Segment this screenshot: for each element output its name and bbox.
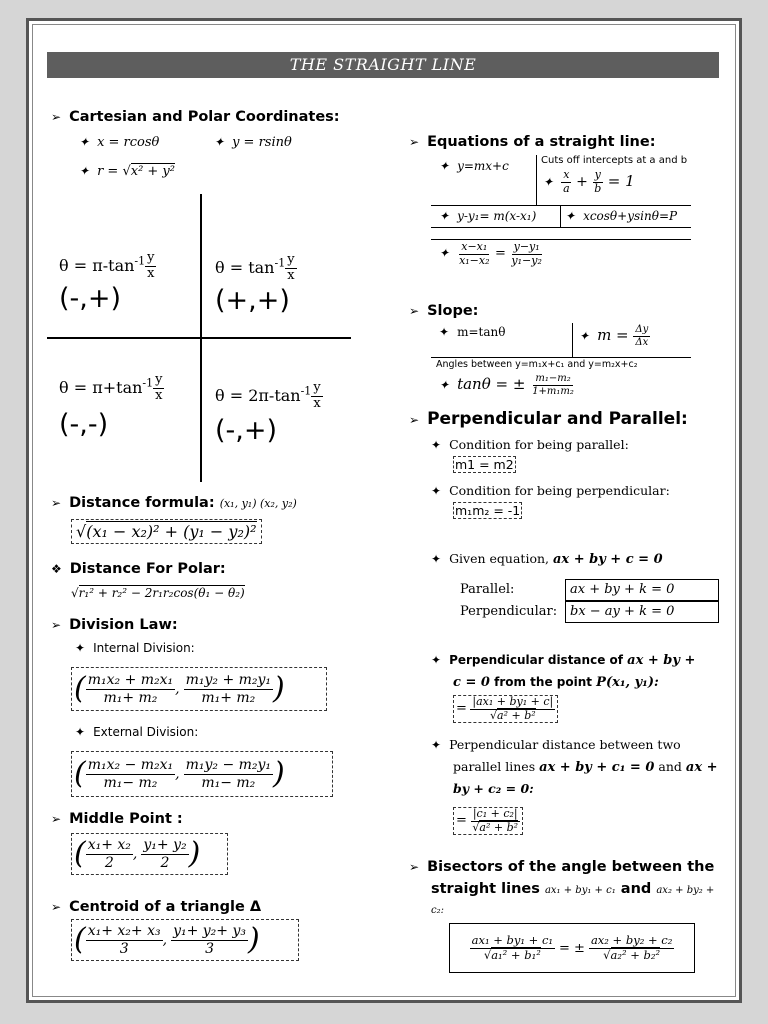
intercept-form: ✦ $\frac{x}{a}$ + $\frac{y}{b}$ = 1 bbox=[543, 168, 635, 195]
bisectors-c2: c₂: bbox=[431, 905, 444, 916]
perp-distance-text-2: c = 0 from the point P(x₁, y₁): bbox=[453, 675, 659, 690]
eq-divider-3 bbox=[560, 205, 561, 227]
heading-perp-parallel: ➢ Perpendicular and Parallel: bbox=[409, 409, 688, 429]
cond-perp-label: ✦ Condition for being perpendicular: bbox=[431, 483, 670, 498]
normal-form: ✦ xcosθ+ysinθ=P bbox=[565, 209, 678, 223]
perp-label: Perpendicular: bbox=[460, 604, 558, 619]
eq-divider-1 bbox=[536, 155, 537, 205]
parallel-distance-text-1: ✦ Perpendicular distance between two bbox=[431, 737, 681, 752]
formula-y: ✦ y = rsinθ bbox=[214, 135, 292, 150]
heading-bisectors-1: ➢ Bisectors of the angle between the bbox=[409, 859, 715, 875]
internal-division-formula: ( $\frac{\text{m₁x₂ + m₂x₁}}{\text{m₁+ m₂}}$ , $\frac{\text{m₁y₂ + m₂y₁}}{\text{m₁+ m₂}}$ ) bbox=[71, 667, 327, 711]
heading-bisectors-2: straight lines ax₁ + by₁ + c₁ and ax₂ + by₂ + bbox=[431, 881, 715, 897]
slope-divider-2 bbox=[431, 357, 691, 358]
eq-divider-2 bbox=[431, 205, 691, 206]
point-slope-form: ✦ y-y₁= m(x-x₁) bbox=[439, 209, 537, 223]
formula-x: ✦ x = rcosθ bbox=[79, 135, 160, 150]
internal-division-label: ✦ Internal Division: bbox=[75, 641, 195, 655]
angles-note: Angles between y=m₁x+c₁ and y=m₂x+c₂ bbox=[436, 359, 638, 370]
perp-distance-formula: = $\frac{\text{|ax₁ + by₁ + c|}}{\text{√a² + b²}}$ bbox=[453, 695, 558, 723]
quadrant-1-sign: (+,+) bbox=[215, 285, 290, 316]
formula-r: ✦ r = √x² + y² bbox=[79, 164, 175, 179]
parallel-label: Parallel: bbox=[460, 582, 515, 597]
middle-point-formula: ( $\frac{\text{x₁+ x₂}}{2}$ , $\frac{\text{y₁+ y₂}}{2}$ ) bbox=[71, 833, 228, 875]
parallel-form: ax + by + k = 0 bbox=[565, 579, 719, 601]
quadrant-2-formula: $\theta = \pi-\tan^{-1}$ $\frac{y}{x}$ bbox=[59, 250, 155, 281]
centroid-formula: ( $\frac{\text{x₁+ x₂+ x₃}}{3}$ , $\frac{\text{y₁+ y₂+ y₃}}{3}$ ) bbox=[71, 919, 299, 961]
bisector-formula: $\frac{\text{ax₁ + by₁ + c₁}}{\text{√a₁² + b₁²}}$ = ± $\frac{\text{ax₂ + by₂ + c₂}}{\text{√a₂² + b₂²}}$ bbox=[449, 923, 695, 973]
perp-condition: m₁m₂ = -1 bbox=[455, 503, 521, 518]
tan-theta-formula: ✦ tanθ = ± $\frac{\text{m₁−m₂}}{\text{1+m₁m₂}}$ bbox=[439, 373, 574, 397]
eq-divider-4 bbox=[431, 227, 691, 228]
perp-distance-text-1: ✦ Perpendicular distance of ax + by + bbox=[431, 653, 696, 668]
quadrant-3-formula: $\theta = \pi+\tan^{-1}$ $\frac{y}{x}$ bbox=[59, 372, 163, 403]
document-page bbox=[26, 18, 742, 1003]
polar-distance-formula: √r₁² + r₂² − 2r₁r₂cos(θ₁ − θ₂) bbox=[71, 586, 245, 600]
quadrant-3-sign: (-,-) bbox=[59, 409, 109, 440]
m-equals-tan: ✦ m=tanθ bbox=[439, 325, 506, 339]
quadrant-4-formula: $\theta = 2\pi-\tan^{-1}$ $\frac{y}{x}$ bbox=[215, 380, 321, 411]
parallel-distance-text-2: parallel lines ax + by + c₁ = 0 and ax + bbox=[453, 759, 718, 775]
slope-intercept-form: ✦ y=mx+c bbox=[439, 159, 509, 173]
quadrant-2-sign: (-,+) bbox=[59, 283, 122, 314]
heading-division: ➢ Division Law: bbox=[51, 617, 178, 633]
m-equals-delta: ✦ m = $\frac{\Delta y}{\Delta x}$ bbox=[579, 324, 649, 348]
external-division-label: ✦ External Division: bbox=[75, 725, 199, 739]
external-division-formula: ( $\frac{\text{m₁x₂ − m₂x₁}}{\text{m₁− m₂}}$ , $\frac{\text{m₁y₂ − m₂y₁}}{\text{m₁− m₂}}$ ) bbox=[71, 751, 333, 797]
parallel-distance-formula: = $\frac{\text{|c₁ + c₂|}}{\text{√a² + b²}}$ bbox=[453, 807, 523, 835]
heading-middle-point: ➢ Middle Point : bbox=[51, 811, 183, 827]
given-equation: ✦ Given equation, ax + by + c = 0 bbox=[431, 551, 663, 567]
page-title: THE STRAIGHT LINE bbox=[47, 52, 719, 78]
heading-distance: ➢ Distance formula: (x₁, y₁) (x₂, y₂) bbox=[51, 495, 297, 511]
cond-parallel-label: ✦ Condition for being parallel: bbox=[431, 437, 629, 452]
heading-polar-distance: ❖ Distance For Polar: bbox=[51, 561, 226, 577]
distance-formula: √(x₁ − x₂)² + (y₁ − y₂)² bbox=[71, 519, 262, 544]
x-axis-line bbox=[47, 337, 351, 339]
quadrant-4-sign: (-,+) bbox=[215, 415, 278, 446]
slope-divider-1 bbox=[572, 323, 573, 357]
perp-form: bx − ay + k = 0 bbox=[565, 601, 719, 623]
heading-cartesian: ➢ Cartesian and Polar Coordinates: bbox=[51, 109, 340, 125]
quadrant-1-formula: $\theta = \tan^{-1}$ $\frac{y}{x}$ bbox=[215, 252, 295, 283]
heading-slope: ➢ Slope: bbox=[409, 303, 479, 319]
heading-equations: ➢ Equations of a straight line: bbox=[409, 134, 656, 150]
parallel-distance-text-3: by + c₂ = 0: bbox=[453, 781, 534, 796]
heading-centroid: ➢ Centroid of a triangle Δ bbox=[51, 899, 262, 915]
two-point-form: ✦ $\frac{\text{x−x₁}}{\text{x₁−x₂}}$ = $\frac{\text{y−y₁}}{\text{y₁−y₂}}$ bbox=[439, 240, 542, 267]
intercept-note: Cuts off intercepts at a and b bbox=[541, 155, 688, 166]
parallel-condition: m1 = m2 bbox=[455, 457, 514, 472]
